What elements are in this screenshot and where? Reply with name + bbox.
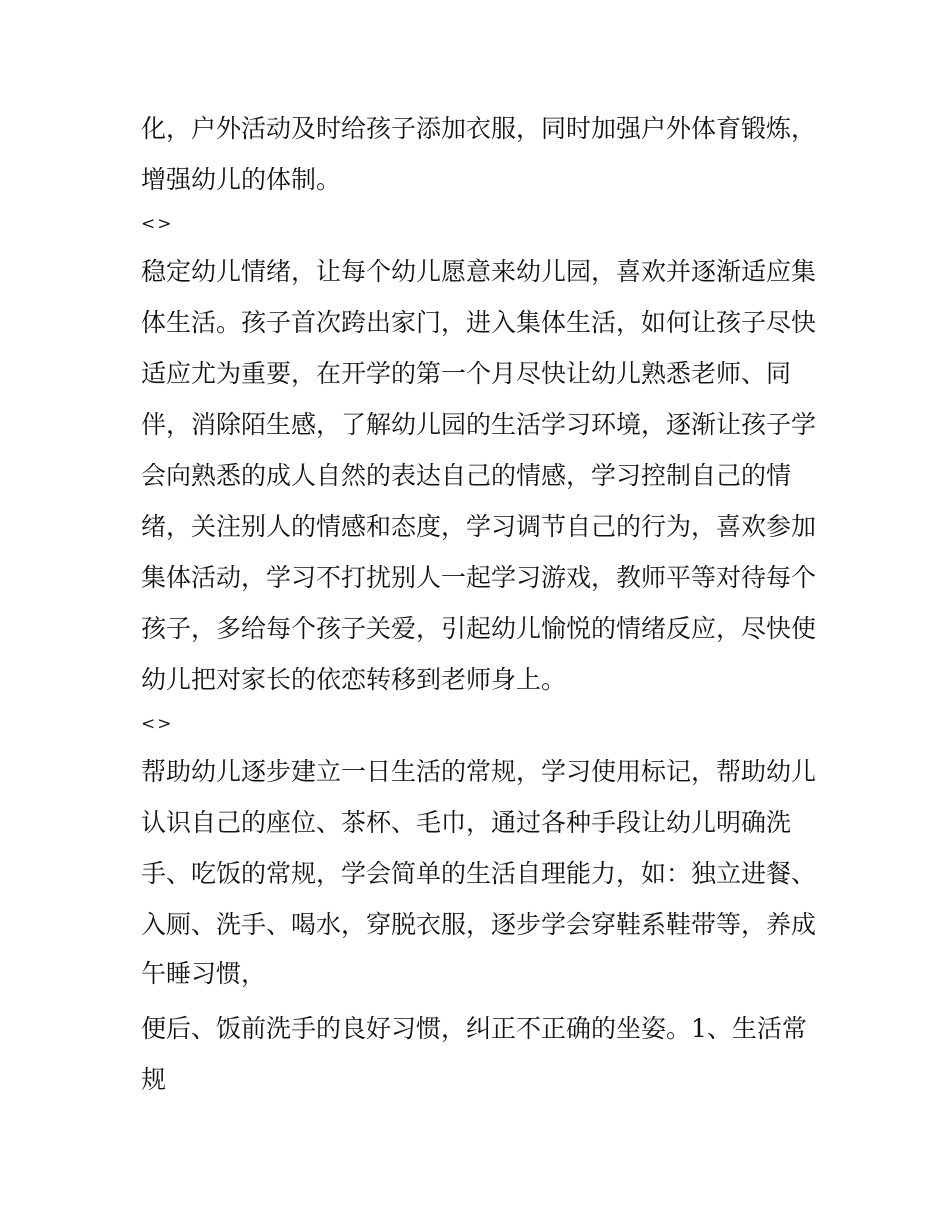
text-line: 规: [141, 1065, 167, 1094]
text-line: 孩子，多给每个孩子关爱，引起幼儿愉悦的情绪反应，尽快使: [141, 614, 817, 643]
text-line: 入厕、洗手、喝水，穿脱衣服，逐步学会穿鞋系鞋带等，养成: [141, 910, 817, 939]
text-line: 便后、饭前洗手的良好习惯，纠正不正确的坐姿。1、生活常: [141, 1014, 807, 1043]
text-line: 集体活动，学习不打扰别人一起学习游戏，教师平等对待每个: [141, 563, 817, 592]
separator-mark: <>: [141, 214, 174, 234]
text-line: 幼儿把对家长的依恋转移到老师身上。: [141, 665, 567, 694]
text-line: 体生活。孩子首次跨出家门，进入集体生活，如何让孩子尽快: [141, 308, 817, 337]
text-line: 手、吃饭的常规，学会简单的生活自理能力，如：独立进餐、: [141, 859, 817, 888]
text-line: 伴，消除陌生感，了解幼儿园的生活学习环境，逐渐让孩子学: [141, 410, 817, 439]
text-line: 会向熟悉的成人自然的表达自己的情感，学习控制自己的情: [141, 461, 792, 490]
text-line: 绪，关注别人的情感和态度，学习调节自己的行为，喜欢参加: [141, 512, 817, 541]
text-line: 适应尤为重要，在开学的第一个月尽快让幼儿熟悉老师、同: [141, 359, 792, 388]
text-line: 稳定幼儿情绪，让每个幼儿愿意来幼儿园，喜欢并逐渐适应集: [141, 257, 817, 286]
separator-mark: <>: [141, 714, 174, 734]
text-line: 认识自己的座位、茶杯、毛巾，通过各种手段让幼儿明确洗: [141, 808, 792, 837]
text-line: 帮助幼儿逐步建立一日生活的常规，学习使用标记，帮助幼儿: [141, 757, 817, 786]
text-line: 午睡习惯，: [141, 959, 267, 988]
text-line: 增强幼儿的体制。: [141, 165, 342, 194]
text-line: 化，户外活动及时给孩子添加衣服，同时加强户外体育锻炼，: [141, 114, 817, 143]
